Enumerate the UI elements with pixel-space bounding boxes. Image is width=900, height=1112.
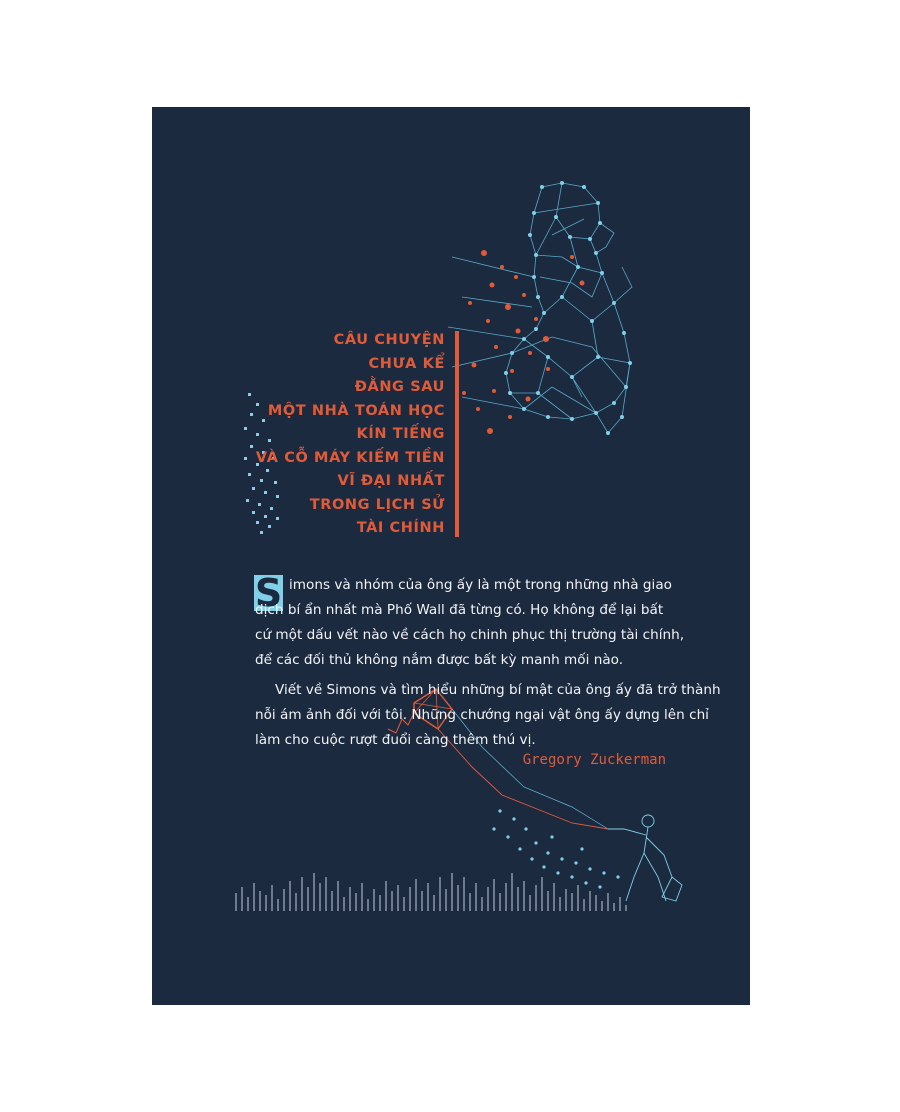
cover-artwork: [152, 107, 750, 1005]
tagline-line: ĐẰNG SAU: [354, 379, 445, 395]
paragraph-line: làm cho cuộc rượt đuổi càng thêm thú vị.: [255, 732, 536, 748]
drop-cap: S: [254, 571, 283, 615]
paragraph-line: cứ một dấu vết nào về cách họ chinh phục thị trường tài chính,: [255, 627, 685, 643]
paragraph-line: Viết về Simons và tìm hiểu những bí mật của ông ấy đã trở thành: [275, 682, 721, 698]
tagline-line: TÀI CHÍNH: [356, 520, 445, 536]
paragraph-line: để các đối thủ không nắm được bất kỳ manh mối nào.: [255, 652, 624, 668]
cover-tagline: [152, 329, 445, 541]
tagline-accent-bar: [455, 331, 459, 537]
signal-waveform: [236, 873, 626, 911]
orange-particle-cloud: [462, 250, 585, 434]
tagline-line: KÍN TIẾNG: [356, 426, 445, 442]
tagline-line: MỘT NHÀ TOÁN HỌC: [267, 402, 445, 419]
author-signature: Gregory Zuckerman: [522, 752, 666, 768]
tagline-line: CÂU CHUYỆN: [333, 332, 445, 348]
tagline-line: VÀ CỖ MÁY KIẾM TIỀN: [255, 449, 445, 466]
tagline-line: TRONG LỊCH SỬ: [309, 496, 445, 513]
network-portrait-illustration: [448, 183, 632, 433]
tagline-line: VĨ ĐẠI NHẤT: [337, 473, 445, 489]
blurb-paragraph-1: [255, 573, 685, 673]
book-back-cover: [152, 107, 750, 1005]
tagline-line: CHƯA KỂ: [368, 355, 445, 372]
walking-figure-illustration: [608, 815, 682, 901]
paragraph-line: imons và nhóm của ông ấy là một trong những nhà giao: [289, 577, 672, 593]
paragraph-line: dịch bí ẩn nhất mà Phố Wall đã từng có. Họ không để lại bất: [255, 602, 664, 618]
paragraph-line: nỗi ám ảnh đối với tôi. Những chướng ngại vật ông ấy dựng lên chỉ: [255, 707, 709, 723]
blurb-paragraph-2: [255, 678, 721, 753]
